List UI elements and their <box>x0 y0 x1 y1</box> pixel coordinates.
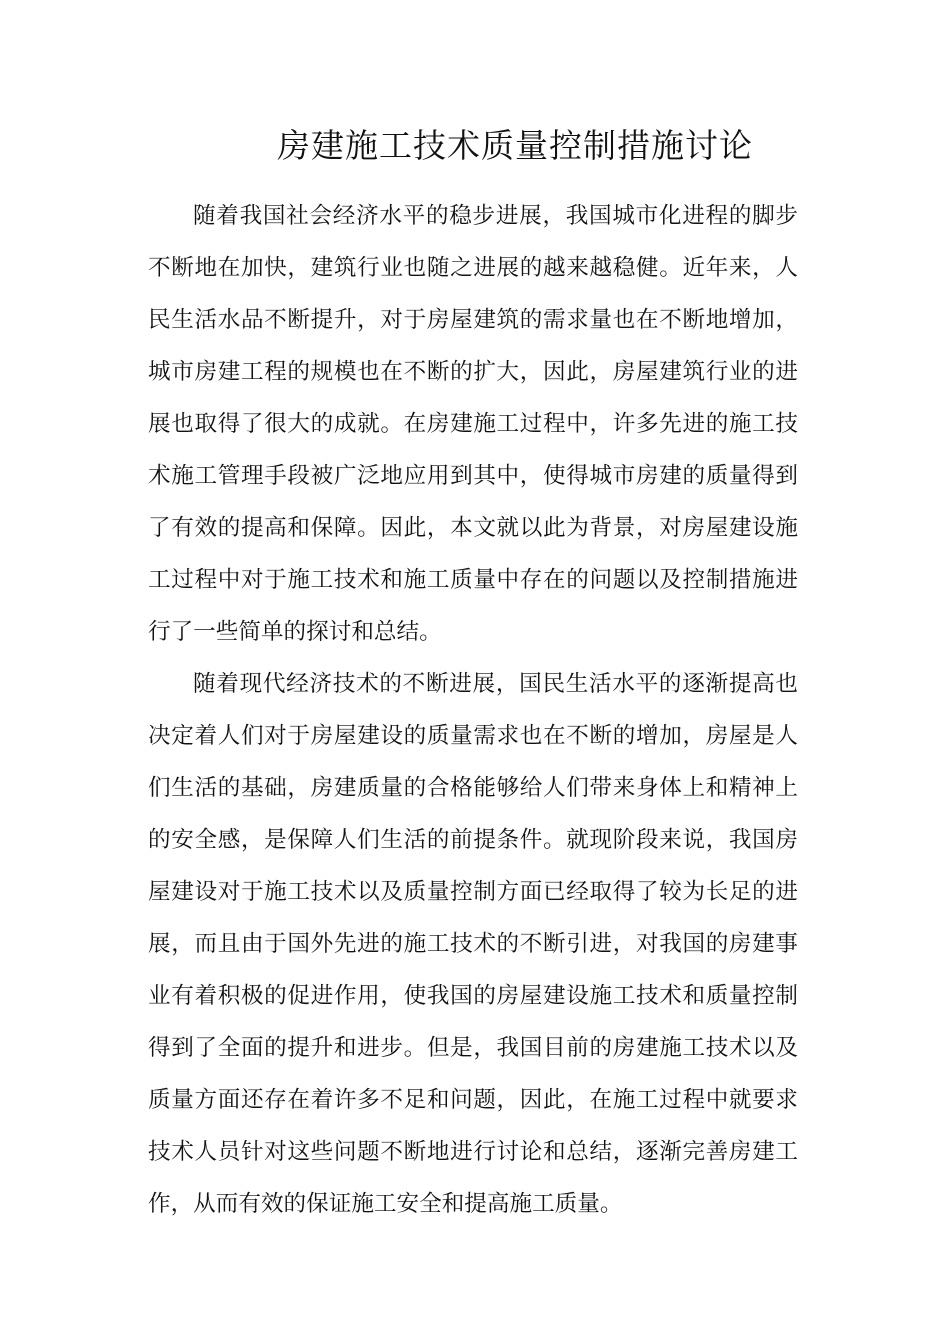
paragraph-1: 随着我国社会经济水平的稳步进展，我国城市化进程的脚步不断地在加快，建筑行业也随之进展的越来越稳健。近年来，人民生活水品不断提升，对于房屋建筑的需求量也在不断地增加，城市房建工程的规模也在不断的扩大，因此，房屋建筑行业的进展也取得了很大的成就。在房建施工过程中，许多先进的施工技术施工管理手段被广泛地应用到其中，使得城市房建的质量得到了有效的提高和保障。因此，本文就以此为背景，对房屋建设施工过程中对于施工技术和施工质量中存在的问题以及控制措施进行了一些简单的探讨和总结。 <box>148 203 798 645</box>
document-title: 房建施工技术质量控制措施讨论 <box>277 126 753 165</box>
document-body <box>148 190 798 1230</box>
paragraph-2: 随着现代经济技术的不断进展，国民生活水平的逐渐提高也决定着人们对于房屋建设的质量需求也在不断的增加，房屋是人们生活的基础，房建质量的合格能够给人们带来身体上和精神上的安全感，是保障人们生活的前提条件。就现阶段来说，我国房屋建设对于施工技术以及质量控制方面已经取得了较为长足的进展，而且由于国外先进的施工技术的不断引进，对我国的房建事业有着积极的促进作用，使我国的房屋建设施工技术和质量控制得到了全面的提升和进步。但是，我国目前的房建施工技术以及质量方面还存在着许多不足和问题，因此，在施工过程中就要求技术人员针对这些问题不断地进行讨论和总结，逐渐完善房建工作，从而有效的保证施工安全和提高施工质量。 <box>148 671 798 1217</box>
